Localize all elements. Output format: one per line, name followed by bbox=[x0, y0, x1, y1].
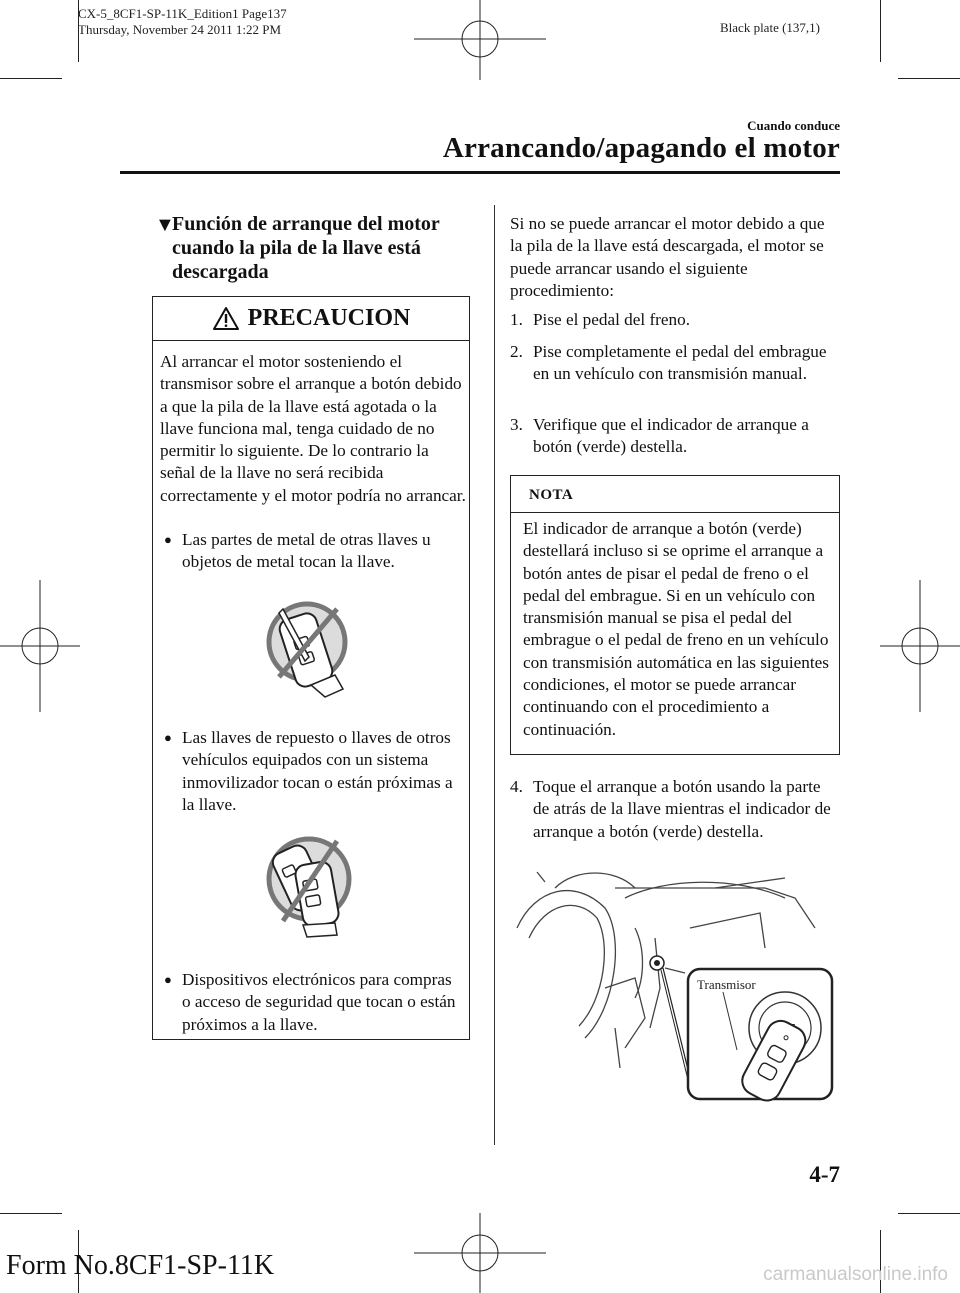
procedure-step bbox=[510, 776, 840, 843]
title-rule bbox=[120, 171, 840, 174]
subheading-text: Función de arranque del motor cuando la pila de la llave está descargada bbox=[172, 213, 440, 283]
step-text: Toque el arranque a botón usando la parte de atrás de la llave mientras el indicador de arranque a botón (verde) destella. bbox=[533, 777, 831, 841]
procedure-intro: Si no se puede arrancar el motor debido a que la pila de la llave está descargada, el motor se puede arrancar usando el siguiente procedimiento: bbox=[510, 214, 825, 300]
caution-box bbox=[152, 296, 470, 1040]
bullet-text: Las partes de metal de otras llaves u objetos de metal tocan la llave. bbox=[182, 530, 431, 572]
step-text: Pise el pedal del freno. bbox=[533, 310, 691, 329]
procedure-step bbox=[510, 309, 840, 331]
registration-mark-left bbox=[0, 580, 80, 712]
bullet-text: Las llaves de repuesto o llaves de otros vehículos equipados con un sistema inmovilizador tocan o están próximas a la llave. bbox=[182, 728, 453, 814]
print-job-line: CX-5_8CF1-SP-11K_Edition1 Page137 bbox=[78, 6, 287, 21]
bullet-text: Dispositivos electrónicos para compras o acceso de seguridad que tocan o están próximos a la llave. bbox=[182, 970, 456, 1034]
registration-mark-top bbox=[414, 0, 546, 80]
note-title: NOTA bbox=[511, 476, 839, 513]
step-number: 2. bbox=[510, 342, 523, 361]
registration-mark-bottom bbox=[414, 1213, 546, 1293]
bullet-marker: ● bbox=[164, 730, 172, 745]
note-text: El indicador de arranque a botón (verde) destellará incluso si se oprime el arranque a botón antes de pisar el pedal de freno o el pedal del embrague. Si en un vehículo con transmisión manual se pisa el pedal del embrague o el pedal de freno en un vehículo con transmisión automática en las siguientes condiciones, el motor se puede arrancar continuando con el procedimiento a continuación. bbox=[523, 519, 829, 739]
plate-label: Black plate (137,1) bbox=[720, 20, 820, 35]
bullet-marker: ● bbox=[164, 532, 172, 547]
crop-mark bbox=[898, 78, 960, 79]
caution-title: PRECAUCION bbox=[247, 305, 411, 331]
transmitter-callout: Transmisor bbox=[697, 977, 756, 992]
caution-header bbox=[153, 297, 469, 341]
step-text: Pise completamente el pedal del embrague en un vehículo con transmisión manual. bbox=[533, 342, 827, 384]
triangle-marker-icon: ▼ bbox=[155, 214, 175, 236]
key-with-metal-objects-illustration bbox=[265, 597, 355, 707]
crop-mark bbox=[880, 0, 881, 62]
caution-bullet bbox=[164, 969, 464, 1036]
watermark: carmanualsonline.info bbox=[763, 1264, 948, 1285]
caution-text: Al arrancar el motor sosteniendo el transmisor sobre el arranque a botón debido a que la pila de la llave está agotada o la llave funciona mal, tenga cuidado de no permitir lo siguiente. De lo contrario la señal de la llave no será recibida correctamente y el motor podría no arrancar. bbox=[160, 352, 466, 505]
subheading bbox=[155, 212, 485, 284]
note-box bbox=[510, 475, 840, 755]
print-job-date: Thursday, November 24 2011 1:22 PM bbox=[78, 22, 282, 37]
step-number: 4. bbox=[510, 777, 523, 796]
crop-mark bbox=[898, 1213, 960, 1214]
section-label: Cuando conduce bbox=[747, 118, 840, 133]
bullet-marker: ● bbox=[164, 972, 172, 987]
procedure-step bbox=[510, 341, 840, 386]
step-text: Verifique que el indicador de arranque a botón (verde) destella. bbox=[533, 415, 809, 457]
caution-bullet bbox=[164, 529, 464, 574]
warning-triangle-icon bbox=[212, 306, 240, 331]
page-title: Arrancando/apagando el motor bbox=[442, 132, 840, 164]
multiple-keys-illustration bbox=[265, 827, 355, 942]
step-number: 1. bbox=[510, 310, 523, 329]
step-number: 3. bbox=[510, 415, 523, 434]
caution-bullet bbox=[164, 727, 464, 816]
registration-mark-right bbox=[880, 580, 960, 712]
print-job-header bbox=[78, 6, 287, 38]
procedure-step bbox=[510, 414, 840, 459]
crop-mark bbox=[0, 1213, 62, 1214]
column-divider bbox=[494, 205, 495, 1145]
dashboard-start-button-illustration bbox=[515, 868, 845, 1108]
form-number: Form No.8CF1-SP-11K bbox=[6, 1250, 275, 1281]
page-number: 4-7 bbox=[809, 1162, 840, 1187]
crop-mark bbox=[0, 78, 62, 79]
